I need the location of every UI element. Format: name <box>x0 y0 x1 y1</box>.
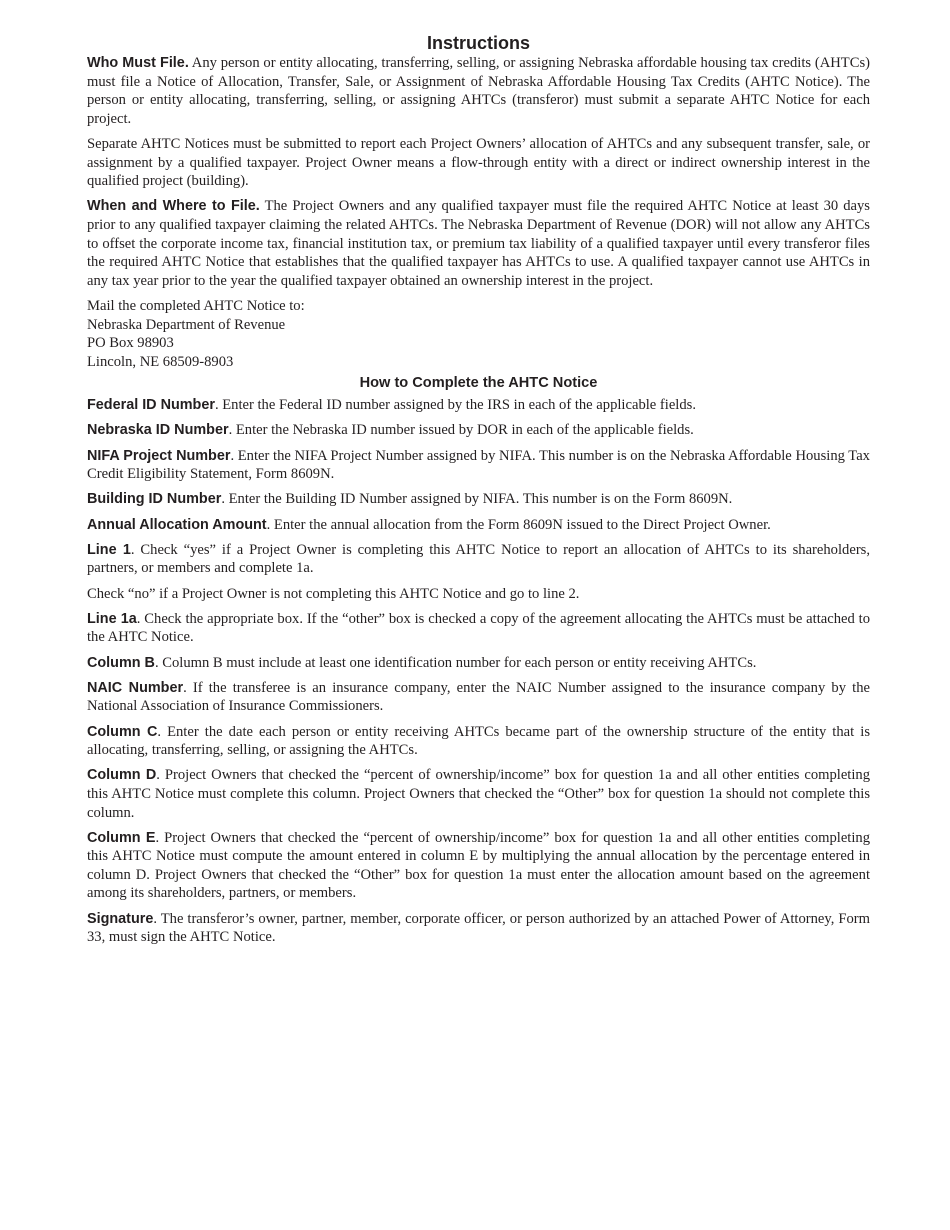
mailing-address <box>87 297 870 371</box>
instruction-item <box>87 910 870 947</box>
item-heading: Building ID Number <box>87 491 222 508</box>
mail-intro: Mail the completed AHTC Notice to: <box>87 297 305 314</box>
instruction-item <box>87 654 870 673</box>
item-heading: NIFA Project Number <box>87 447 231 464</box>
item-text: . The transferor’s owner, partner, member, corporate officer, or person authorized by an attached Power of Attorney, Form 33, must sign the AHTC Notice. <box>87 910 870 946</box>
item-text: . Check “yes” if a Project Owner is completing this AHTC Notice to report an allocation of AHTCs to its shareholders, partners, or members and complete 1a. <box>87 541 871 577</box>
item-heading: Column C <box>87 723 158 740</box>
item-heading: Federal ID Number <box>87 397 215 414</box>
instruction-item <box>87 610 870 647</box>
page-title: Instructions <box>426 33 530 53</box>
item-heading: Annual Allocation Amount <box>87 516 267 533</box>
when-where-paragraph <box>87 197 870 290</box>
when-where-heading: When and Where to File. <box>87 198 260 215</box>
instruction-item <box>87 490 870 509</box>
item-text: . Enter the Building ID Number assigned by NIFA. This number is on the Form 8609N. <box>221 491 733 508</box>
item-text: . Project Owners that checked the “percent of ownership/income” box for question 1a and all other entities completing this AHTC Notice must compute the amount entered in column E by multiplying the annual allocation by the percentage entered in column D. Project Owners that checked the “Other” box for question 1a must enter the allocation amount based on the agreement among its shareholders, partners, or members. <box>87 829 870 902</box>
who-must-file-heading: Who Must File. <box>87 55 189 71</box>
item-heading: Nebraska ID Number <box>87 422 229 439</box>
item-heading: Signature <box>87 910 154 927</box>
instruction-item <box>87 679 870 716</box>
item-text: . Enter the annual allocation from the Form 8609N issued to the Direct Project Owner. <box>266 516 771 533</box>
instruction-item <box>87 421 870 440</box>
item-text: . If the transferee is an insurance company, enter the NAIC Number assigned to the insurance company by the National Association of Insurance Commissioners. <box>87 679 870 715</box>
mail-line-2: PO Box 98903 <box>87 335 174 352</box>
item-text: . Check the appropriate box. If the “other” box is checked a copy of the agreement allocating the AHTCs must be attached to the AHTC Notice. <box>87 610 870 646</box>
instruction-item <box>87 541 870 578</box>
instruction-item <box>87 585 870 604</box>
instructions-page <box>87 32 870 953</box>
item-text: . Enter the NIFA Project Number assigned by NIFA. This number is on the Nebraska Affordable Housing Tax Credit Eligibility Statement, Form 8609N. <box>87 447 870 483</box>
item-text: . Enter the Nebraska ID number issued by DOR in each of the applicable fields. <box>228 422 694 439</box>
instruction-item <box>87 766 870 822</box>
instruction-item <box>87 396 870 415</box>
who-must-file-paragraph <box>87 54 870 128</box>
item-text: . Enter the date each person or entity receiving AHTCs became part of the ownership structure of the entity that is allocating, transferring, selling, or assigning the AHTCs. <box>87 723 870 759</box>
instruction-item <box>87 829 870 903</box>
item-heading: Column E <box>87 829 156 846</box>
who-must-file-text: Any person or entity allocating, transferring, selling, or assigning Nebraska affordable housing tax credits (AHTCs) must file a Notice of Allocation, Transfer, Sale, or Assignment of Nebraska Affordable Housing Tax Credits (AHTC Notice). The person or entity allocating, transferring, selling, or assigning AHTCs (transferor) must submit a separate AHTC Notice for each project. <box>87 55 870 127</box>
item-heading: Column D <box>87 767 157 784</box>
mail-line-3: Lincoln, NE 68509-8903 <box>87 353 234 370</box>
instruction-item <box>87 516 870 535</box>
item-text: . Enter the Federal ID number assigned by the IRS in each of the applicable fields. <box>214 397 696 414</box>
instruction-item <box>87 723 870 760</box>
mail-line-1: Nebraska Department of Revenue <box>87 316 286 333</box>
item-text: . Column B must include at least one identification number for each person or entity receiving AHTCs. <box>154 654 757 671</box>
item-heading: Line 1a <box>87 610 137 627</box>
instruction-item <box>87 447 870 484</box>
item-heading: NAIC Number <box>87 679 184 696</box>
item-heading: Line 1 <box>87 541 131 558</box>
item-text: . Project Owners that checked the “percent of ownership/income” box for question 1a and all other entities completing this AHTC Notice must complete this column. Project Owners that checked the “Other” box for question 1a should not complete this column. <box>87 767 870 821</box>
item-text: Check “no” if a Project Owner is not completing this AHTC Notice and go to line 2. <box>87 585 580 602</box>
how-to-complete-heading: How to Complete the AHTC Notice <box>359 375 598 392</box>
item-heading: Column B <box>87 654 155 671</box>
when-where-text: The Project Owners and any qualified taxpayer must file the required AHTC Notice at least 30 days prior to any qualified taxpayer claiming the related AHTCs. The Nebraska Department of Revenue (DOR) will not allow any AHTCs to offset the corporate income tax, financial institution tax, or premium tax liability of a qualified taxpayer until every transferor files the required AHTC Notice that establishes that the qualified taxpayer has AHTCs to use. A qualified taxpayer cannot use AHTCs in any tax year prior to the year the qualified taxpayer obtained an ownership interest in the project. <box>87 198 870 289</box>
separate-notices-paragraph: Separate AHTC Notices must be submitted to report each Project Owners’ allocation of AHTCs and any subsequent transfer, sale, or assignment by a qualified taxpayer. Project Owner means a flow-through entity with a direct or indirect ownership interest in the qualified project (building). <box>87 135 870 190</box>
